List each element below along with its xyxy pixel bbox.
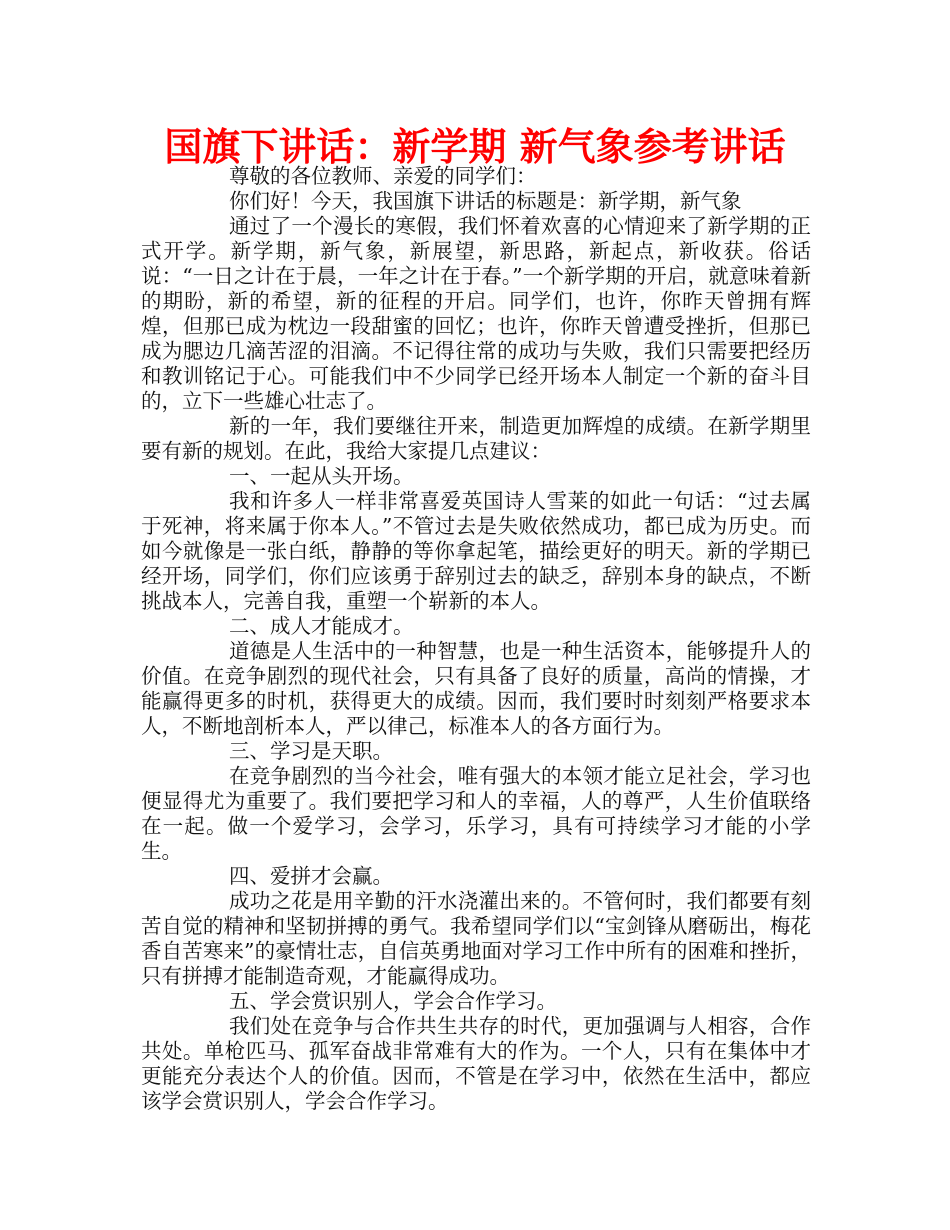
section-heading-2: 二、成人才能成才。 (229, 614, 414, 638)
paragraph-greeting: 你们好！今天，我国旗下讲话的标题是：新学期，新气象 (229, 189, 742, 213)
paragraph-section-4: 成功之花是用辛勤的汗水浇灌出来的。不管何时，我们都要有刻苦自觉的精神和坚韧拼搏的勇气。我希望同学们以“宝剑锋从磨砺出，梅花香自苦寒来”的豪情壮志，自信英勇地面对学习工作中所有的困难和挫折，只有拼搏才能制造奇观，才能赢得成功。 (141, 889, 811, 988)
section-heading-3: 三、学习是天职。 (229, 739, 393, 763)
document-title: 国旗下讲话：新学期 新气象参考讲话 (164, 125, 786, 169)
paragraph-intro: 通过了一个漫长的寒假，我们怀着欢喜的心情迎来了新学期的正式开学。新学期，新气象，新展望，新思路，新起点，新收获。俗话说：“一日之计在于晨，一年之计在于春。”一个新学期的开启，就意味着新的期盼，新的希望，新的征程的开启。同学们，也许，你昨天曾拥有辉煌，但那已成为枕边一段甜蜜的回忆；也许，你昨天曾遭受挫折，但那已成为腮边几滴苦涩的泪滴。不记得往常的成功与失败，我们只需要把经历和教训铭记于心。可能我们中不少同学已经开场本人制定一个新的奋斗目的，立下一些雄心壮志了。 (141, 214, 811, 413)
section-heading-4: 四、爱拼才会赢。 (229, 864, 393, 888)
paragraph-section-5: 我们处在竞争与合作共生共存的时代，更加强调与人相容，合作共处。单枪匹马、孤军奋战非常难有大的作为。一个人，只有在集体中才更能充分表达个人的价值。因而，不管是在学习中，依然在生活中，都应该学会赏识别人，学会合作学习。 (141, 1014, 811, 1113)
paragraph-salutation: 尊敬的各位教师、亲爱的同学们： (229, 164, 537, 188)
paragraph-section-2: 道德是人生活中的一种智慧，也是一种生活资本，能够提升人的价值。在竞争剧烈的现代社会，只有具备了良好的质量，高尚的情操，才能赢得更多的时机，获得更大的成绩。因而，我们要时时刻刻严格要求本人，不断地剖析本人，严以律己，标准本人的各方面行为。 (141, 639, 811, 738)
paragraph-section-1: 我和许多人一样非常喜爱英国诗人雪莱的如此一句话：“过去属于死神，将来属于你本人。”不管过去是失败依然成功，都已成为历史。而如今就像是一张白纸，静静的等你拿起笔，描绘更好的明天。新的学期已经开场，同学们，你们应该勇于辞别过去的缺乏，辞别本身的缺点，不断挑战本人，完善自我，重塑一个崭新的本人。 (141, 489, 811, 613)
section-heading-5: 五、学会赏识别人，学会合作学习。 (229, 989, 557, 1013)
paragraph-suggestions: 新的一年，我们要继往开来，制造更加辉煌的成绩。在新学期里要有新的规划。在此，我给大家提几点建议： (141, 414, 811, 463)
document-body (141, 164, 811, 1114)
section-heading-1: 一、一起从头开场。 (229, 464, 414, 488)
paragraph-section-3: 在竞争剧烈的当今社会，唯有强大的本领才能立足社会，学习也便显得尤为重要了。我们要把学习和人的幸福，人的尊严，人生价值联络在一起。做一个爱学习，会学习，乐学习，具有可持续学习才能的小学生。 (141, 764, 811, 863)
